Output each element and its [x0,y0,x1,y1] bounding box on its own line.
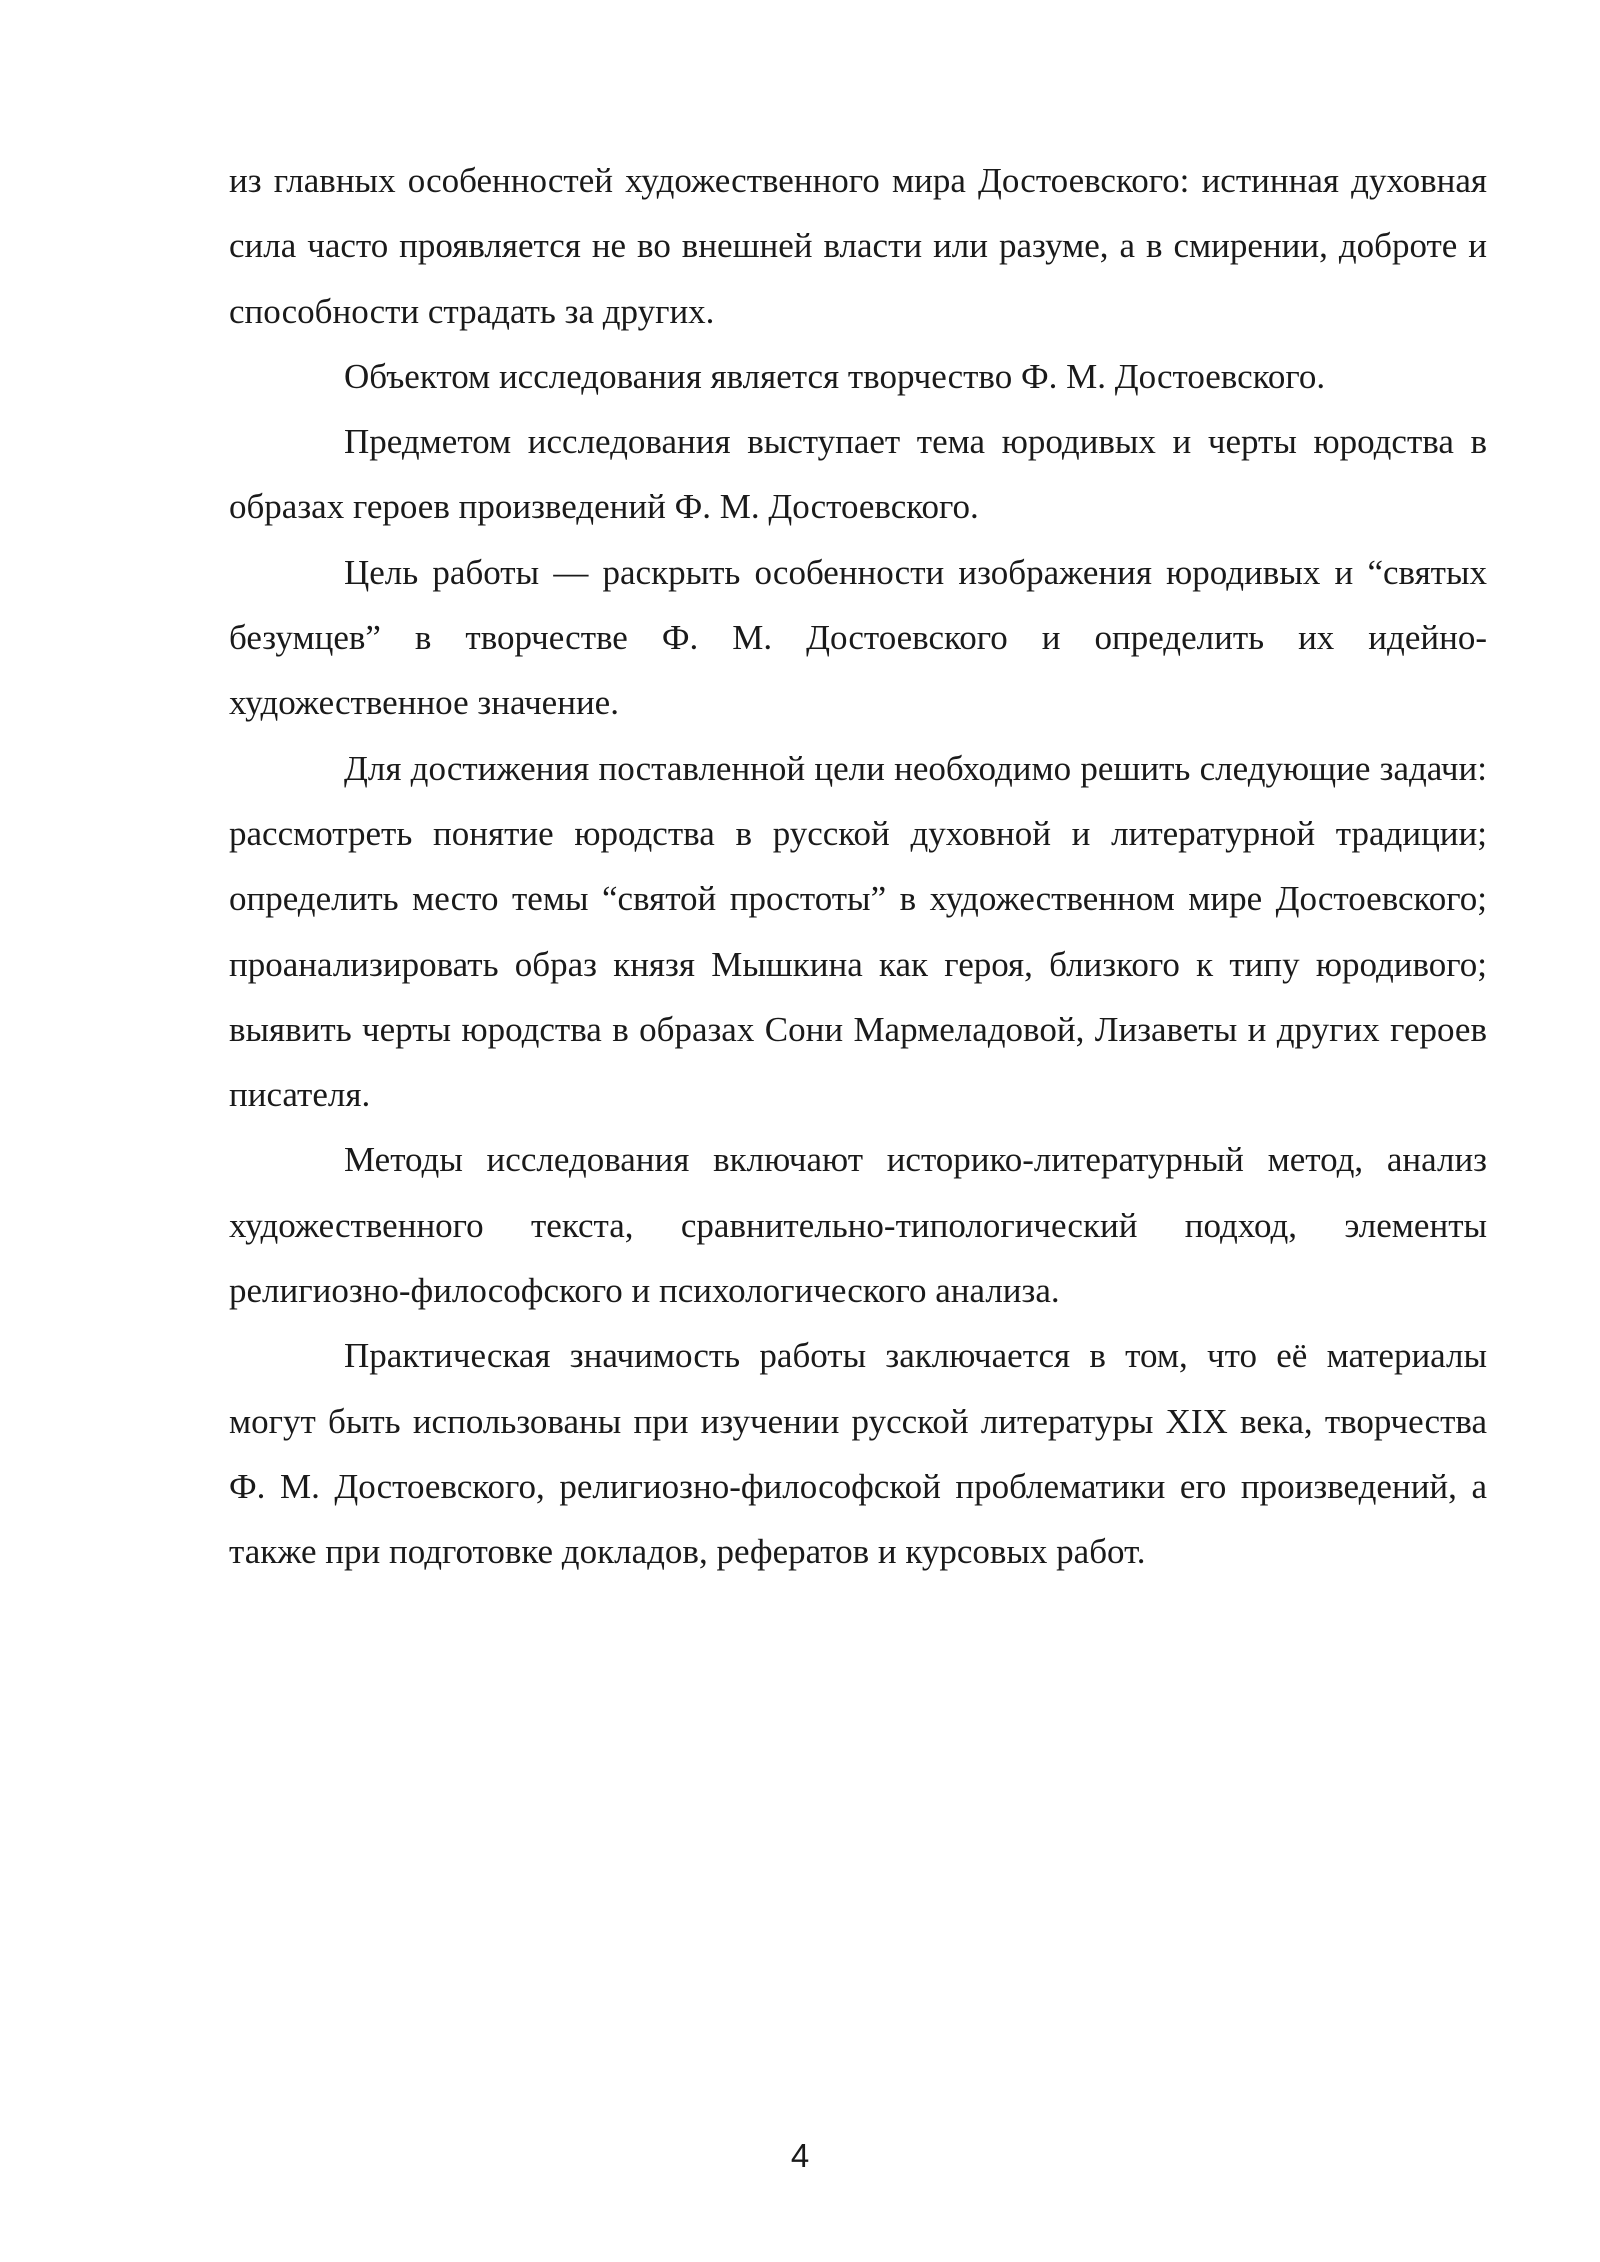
document-body [229,148,1487,1585]
paragraph-research-object: Объектом исследования является творчество Ф. М. Достоевского. [344,356,1326,396]
paragraph-research-tasks: Для достижения поставленной цели необходимо решить следующие задачи: рассмотреть понятие юродства в русской духовной и литературной традиции; определить место темы “святой простоты” в художественном мире Достоевского; проанализировать образ князя Мышкина как героя, близкого к типу юродивого; выявить черты юродства в образах Сони Мармеладовой, Лизаветы и других героев писателя. [229,748,1487,1115]
paragraph-research-goal: Цель работы — раскрыть особенности изображения юродивых и “святых безумцев” в творчестве Ф. М. Достоевского и определить их идейно-художественное значение. [229,552,1487,723]
page-number: 4 [790,2137,810,2174]
paragraph-continuation: из главных особенностей художественного мира Достоевского: истинная духовная сила часто проявляется не во внешней власти или разуме, а в смирении, доброте и способности страдать за других. [229,161,1487,331]
paragraph-practical-significance: Практическая значимость работы заключается в том, что её материалы могут быть использованы при изучении русской литературы XIX века, творчества Ф. М. Достоевского, религиозно-философской проблематики его произведений, а также при подготовке докладов, рефератов и курсовых работ. [229,1336,1487,1572]
paragraph-research-methods: Методы исследования включают историко-литературный метод, анализ художественного текста, сравнительно-типологический подход, элементы религиозно-философского и психологического анализа. [229,1140,1487,1311]
paragraph-research-subject: Предметом исследования выступает тема юродивых и черты юродства в образах героев произведений Ф. М. Достоевского. [229,422,1487,527]
